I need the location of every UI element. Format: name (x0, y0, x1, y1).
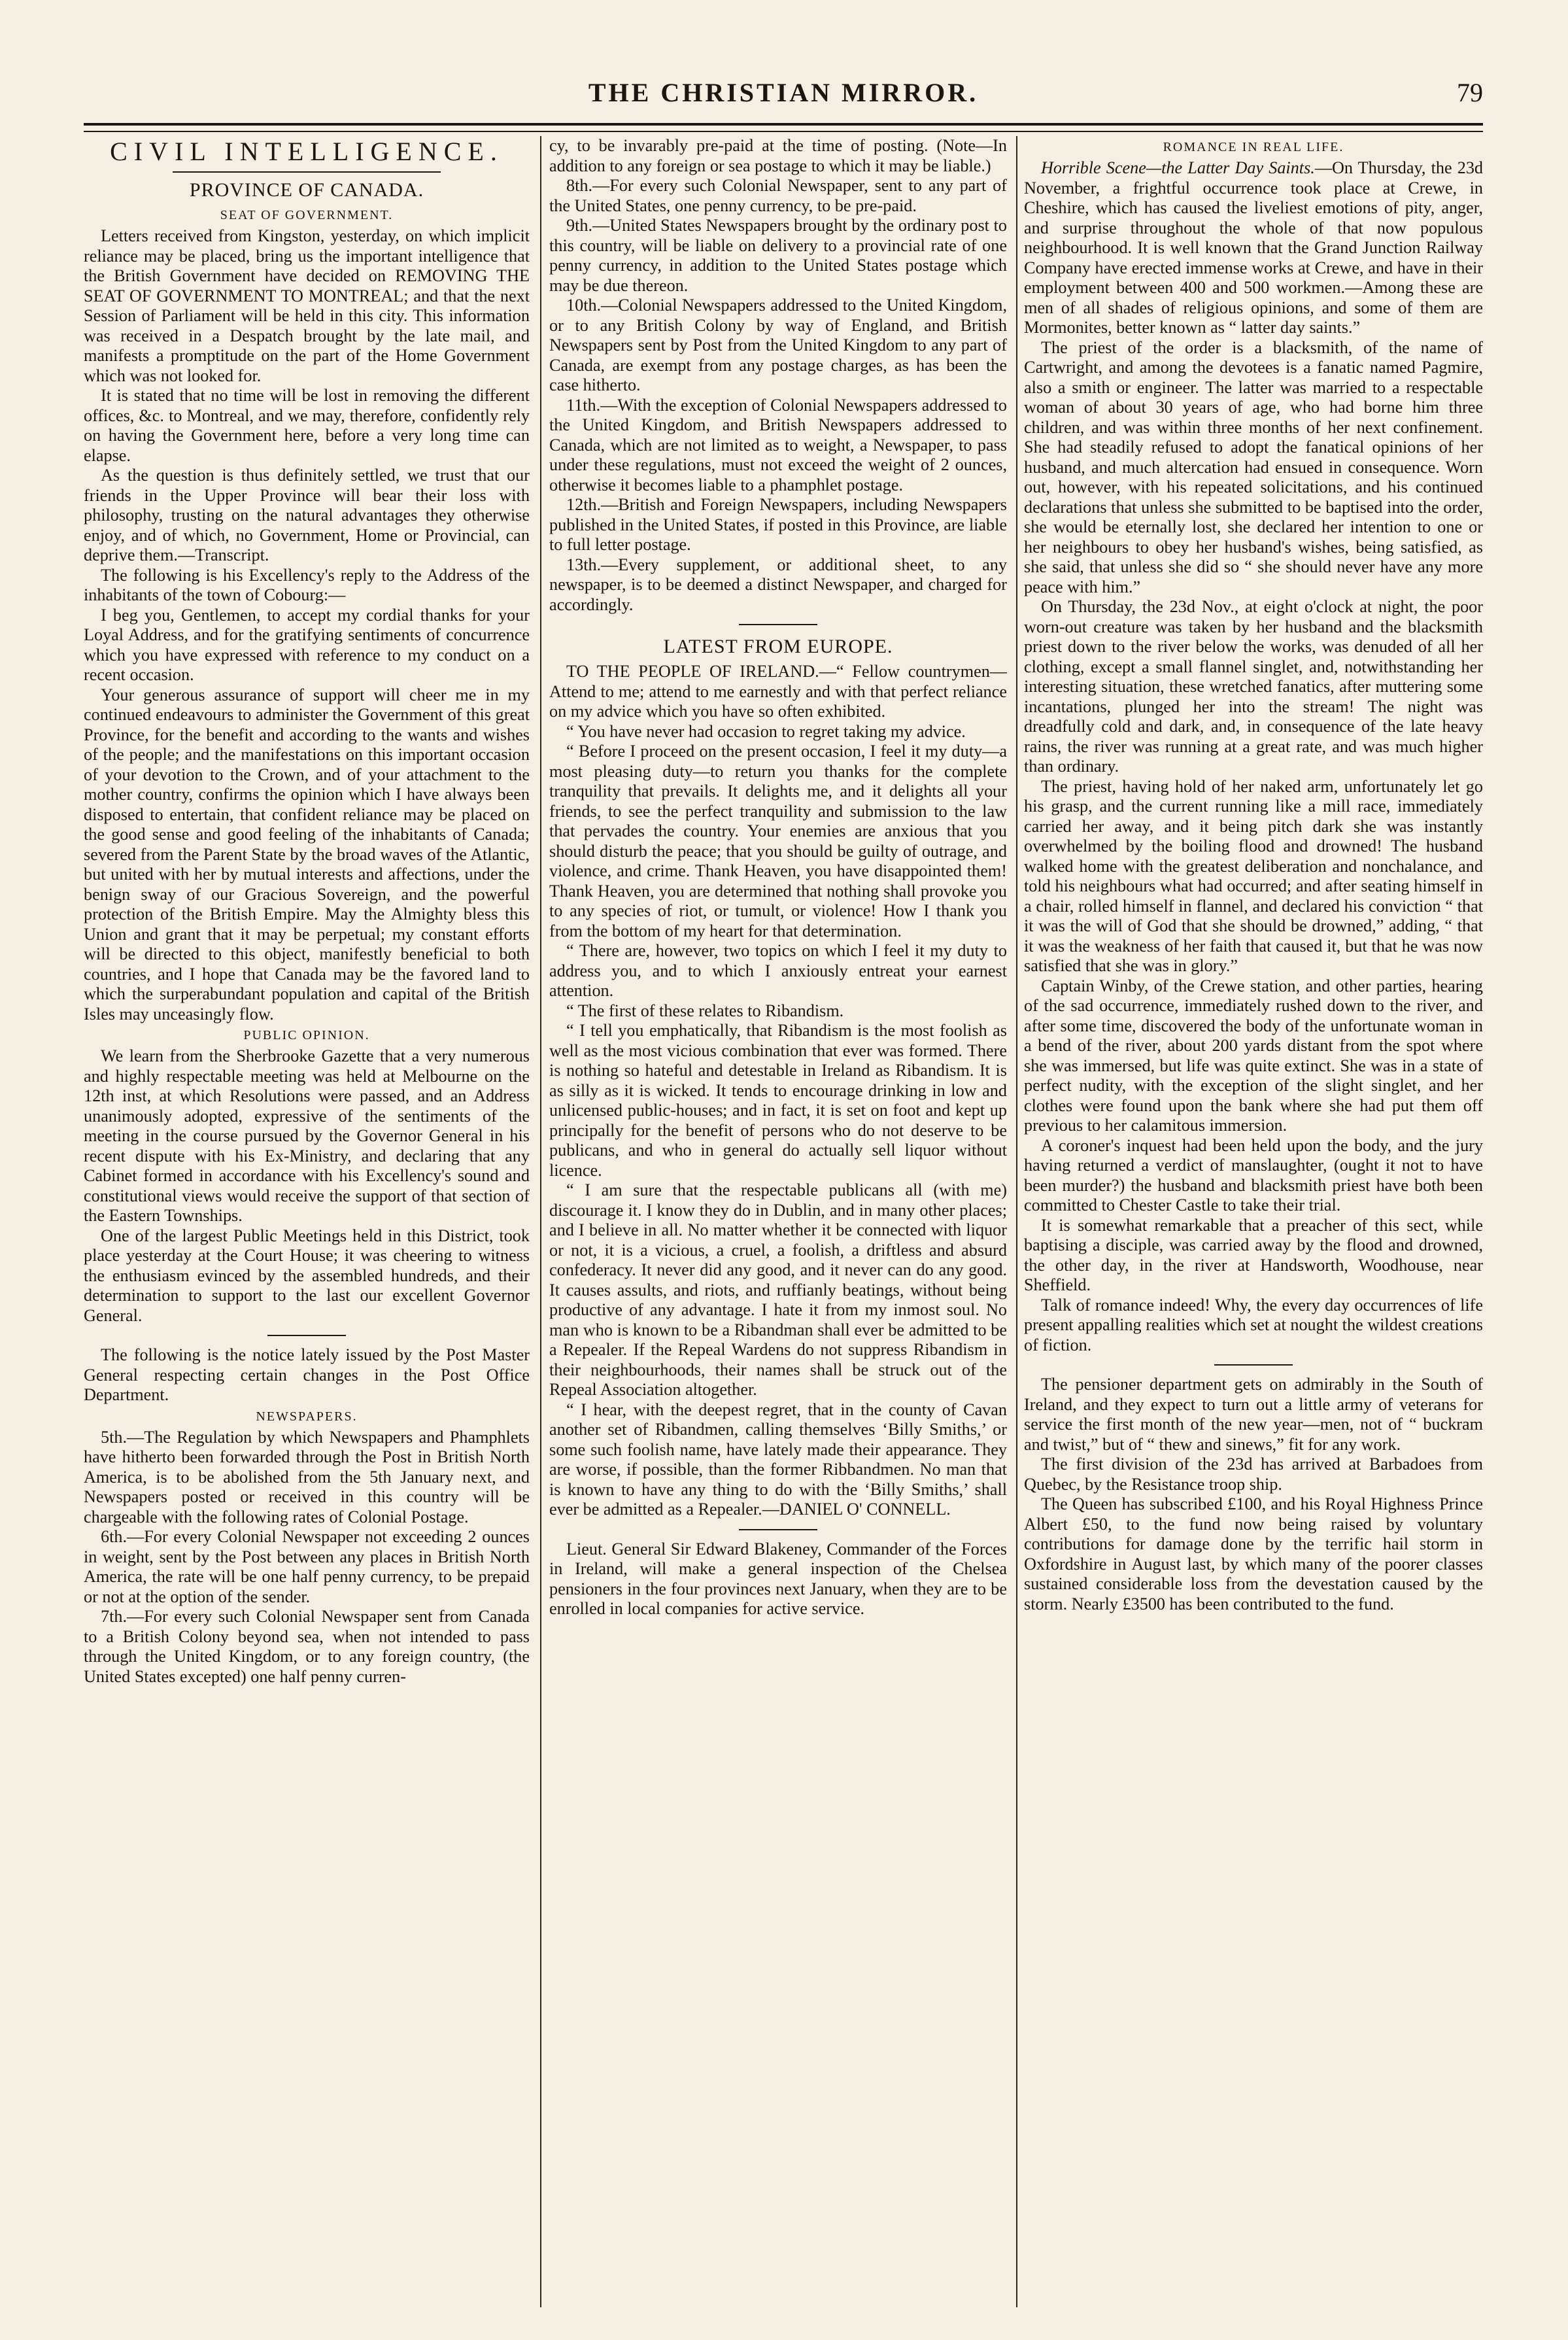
paragraph: The priest of the order is a blacksmith, of the name of Cartwright, and among the devotees is a fanatic named Pagmire, also a smith or engineer. The latter was married to a respectable woman of about 30 years of age, who had borne him three children, and was within three months of her next confinement. She had steadily refused to adopt the fanatical opinions of her husband, and much altercation had ensued in consequence. Worn out, however, with his repeated solicitations, and his continued declarations that unless she submitted to be baptised into the order, she would be eternally lost, she declared her intention to one or her neighbours to obey her husband's wishes, being satisfied, as she said, that unless she did so “ she should never have any more peace with him.” (1024, 337, 1483, 596)
paragraph: 10th.—Colonial Newspapers addressed to the United Kingdom, or to any British Colony by way of England, and British Newspapers sent by Post from the United Kingdom to any part of Canada, are exempt from any postage charges, as has been the case hitherto. (549, 296, 1007, 394)
paragraph: 8th.—For every such Colonial Newspaper, sent to any part of the United States, one penny currency, to be pre-paid. (549, 176, 1007, 215)
paragraph-text: —On Thursday, the 23d November, a frightful occurrence took place at Crewe, in Cheshire, which has caused the liveliest emotions of pity, anger, and surprise throughout the whole of that now populous neighbourhood. It is well known that the Grand Junction Railway Company have erected immense works at Crewe, and have in their employment between 400 and 500 workmen.—Among these are men of all shades of religious opinions, and some of them are Mormonites, better known as “ latter day saints.” (1024, 158, 1483, 337)
paragraph: “ I tell you emphatically, that Ribandism is the most foolish as well as the most vicious combination that ever was formed. There is nothing so hateful and detestable in Ireland as Ribandism. It is as silly as it is wicked. It tends to encourage drinking in low and unlicensed public-houses; and in fact, it is set on foot and kept up principally for the benefit of persons who do not deserve to be publicans, and who in general do actually sell liquor without licence. (549, 1021, 1007, 1180)
paragraph: It is somewhat remarkable that a preacher of this sect, while baptising a disciple, was carried away by the flood and drowned, the other day, in the river at Handsworth, Woodhouse, near Sheffield. (1024, 1215, 1483, 1294)
paragraph: “ There are, however, two topics on which I feel it my duty to address you, and to which I anxiously entreat your earnest attention. (549, 941, 1007, 1000)
section-rule (173, 171, 440, 173)
paragraph: Talk of romance indeed! Why, the every day occurrences of life present appalling realities which set at nought the wildest creations of fiction. (1024, 1295, 1483, 1354)
paragraph: Your generous assurance of support will cheer me in my continued endeavours to administer the Government of this great Province, for the benefit and according to the wants and wishes of the people; and the manifestations on this important occasion of your devotion to the Crown, and of your attachment to the mother country, confirms the opinion which I have always been disposed to entertain, that confident reliance may be placed on the good sense and good feeling of the inhabitants of Canada; severed from the Parent State by the broad waves of the Atlantic, but united with her by mutual interests and affections, under the benign sway of our Gracious Sovereign, and the powerful protection of the British Empire. May the Almighty bless this Union and grant that it may be perpetual; my constant efforts will be directed to this object, manifestly beneficial to both countries, and I hope that Canada may be the favored land to which the surperabundant population and capital of the British Isles may unceasingly flow. (84, 685, 530, 1024)
paragraph: “ The first of these relates to Ribandism. (566, 1001, 844, 1020)
separator-rule (739, 624, 817, 625)
paragraph: 7th.—For every such Colonial Newspaper sent from Canada to a British Colony beyond sea, when not intended to pass through the United Kingdom, or to any foreign country, (the United States excepted) one half penny curren- (84, 1607, 530, 1686)
column-divider (540, 136, 541, 2307)
paragraph: Captain Winby, of the Crewe station, and other parties, hearing of the sad occurrence, immediately rushed down to the river, and after some time, discovered the body of the unfortunate woman in a bend of the river, about 200 yards distant from the spot where she was immersed, but life was quite extinct. She was in a state of perfect nudity, with the exception of the slight singlet, and her clothes were found upon the bank where she had put them off previous to her calamitous immersion. (1024, 976, 1483, 1135)
paragraph: I beg you, Gentlemen, to accept my cordial thanks for your Loyal Address, and for the gratifying sentiments of concurrence which you have expressed with reference to my conduct on a recent occasion. (84, 605, 530, 684)
column-middle (549, 136, 1007, 2314)
paragraph: 5th.—The Regulation by which Newspapers and Phamphlets have hitherto been forwarded through the Post in British North America, is to be abolished from the 5th January next, and Newspapers posted or received in this country will be chargeable with the following rates of Colonial Postage. (84, 1427, 530, 1526)
column-divider (1016, 136, 1017, 2307)
article-heading: PROVINCE OF CANADA. (189, 179, 424, 201)
paragraph: Lieut. General Sir Edward Blakeney, Commander of the Forces in Ireland, will make a general inspection of the Chelsea pensioners in the four provinces next January, when they are to be enrolled in local companies for active service. (549, 1539, 1007, 1618)
article-subhead: ROMANCE IN REAL LIFE. (1163, 140, 1344, 154)
article-heading: LATEST FROM EUROPE. (663, 636, 893, 657)
paragraph: “ Before I proceed on the present occasion, I feel it my duty—a most pleasing duty—to return you thanks for the complete tranquility that prevails. It delights me, and it delights all your friends, to see the perfect tranquility and submission to the law that pervades the country. Your enemies are anxious that you should disturb the peace; that you should be guilty of outrage, and violence, and crime. Thank Heaven, you have disappointed them! Thank Heaven, you are determined that nothing shall provoke you to any species of riot, or tumult, or violence! How I thank you from the bottom of my heart for that determination. (549, 742, 1007, 940)
paragraph: We learn from the Sherbrooke Gazette that a very numerous and highly respectable meeting was held at Melbourne on the 12th inst, at which Resolutions were passed, and an Address unanimously adopted, expressive of the sentiments of the meeting in the course pursued by the Governor General in his recent dispute with his Ex-Ministry, and declaring that any Cabinet formed in accordance with his Excellency's sound and constitutional views would receive the support of that section of the Eastern Townships. (84, 1046, 530, 1225)
column-right (1024, 136, 1483, 2314)
paragraph: cy, to be invarably pre-paid at the time of posting. (Note—In addition to any foreign or sea postage to which it may be liable.) (549, 136, 1007, 175)
section-title: CIVIL INTELLIGENCE. (110, 137, 503, 166)
paragraph: As the question is thus definitely settled, we trust that our friends in the Upper Province will bear their loss with philosophy, trusting on the natural advantages they otherwise enjoy, and of which, no Government, Home or Provincial, can deprive them.—Transcript. (84, 466, 530, 564)
article-subhead: SEAT OF GOVERNMENT. (220, 208, 394, 222)
publication-title: THE CHRISTIAN MIRROR. (588, 78, 979, 107)
paragraph: One of the largest Public Meetings held in this District, took place yesterday at the Court House; it was cheering to witness the enthusiasm evinced by the assembled hundreds, and their determination to support to the last our excellent Governor General. (84, 1226, 530, 1325)
masthead (84, 77, 1483, 116)
article-subhead: PUBLIC OPINION. (243, 1028, 370, 1042)
separator-rule (1214, 1364, 1293, 1366)
paragraph: The first division of the 23d has arrived at Barbadoes from Quebec, by the Resistance troop ship. (1024, 1454, 1483, 1494)
masthead-rule (84, 123, 1483, 132)
paragraph: It is stated that no time will be lost in removing the different offices, &c. to Montreal, and we may, therefore, confidently rely on having the Government here, before a very long time can elapse. (84, 386, 530, 465)
article-title: Horrible Scene—the Latter Day Saints. (1041, 158, 1315, 177)
paragraph: TO THE PEOPLE OF IRELAND.—“ Fellow countrymen—Attend to me; attend to me earnestly and with that perfect reliance on my advice which you have so often exhibited. (549, 662, 1007, 721)
paragraph: “ I am sure that the respectable publicans all (with me) discourage it. I know they do in Dublin, and in many other places; and I believe in all. No matter whether it be connected with liquor or not, it is a vicious, a cruel, a foolish, a driftless and absurd confederacy. It never did any good, and it never can do any good. It causes assults, and riots, and ruffianly beatings, without being productive of any advantage. I hate it from my inmost soul. No man who is known to be a Ribandman shall ever be admitted to be a Repealer. If the Repeal Wardens do not suppress Ribandism in their neighbourhoods, their names shall be struck out of the Repeal Association altogether. (549, 1180, 1007, 1399)
column-left (84, 136, 530, 2314)
paragraph: The following is the notice lately issued by the Post Master General respecting certain changes in the Post Office Department. (84, 1345, 530, 1404)
article-subhead: NEWSPAPERS. (256, 1409, 358, 1424)
paragraph: The pensioner department gets on admirably in the South of Ireland, and they expect to turn out a little army of veterans for service the first month of the new year—men, not of “ buckram and twist,” but of “ thew and sinews,” fit for any work. (1024, 1375, 1483, 1454)
separator-rule (739, 1529, 817, 1530)
paragraph: 6th.—For every Colonial Newspaper not exceeding 2 ounces in weight, sent by the Post between any places in British North America, the rate will be one half penny currency, to be prepaid or not at the option of the sender. (84, 1527, 530, 1606)
paragraph: The following is his Excellency's reply to the Address of the inhabitants of the town of Cobourg:— (84, 565, 530, 604)
paragraph: 11th.—With the exception of Colonial Newspapers addressed to the United Kingdom, and British Newspapers addressed to Canada, which are not limited as to weight, a Newspaper, to pass under these regulations, must not exceed the weight of 2 ounces, otherwise it becomes liable to a phamphlet postage. (549, 395, 1007, 494)
paragraph: The priest, having hold of her naked arm, unfortunately let go his grasp, and the current running like a mill race, immediately carried her away, and it being pitch dark she was instantly overwhelmed by the boiling flood and drowned! The husband walked home with the greatest deliberation and nonchalance, and told his neighbours what had occurred; and after seating himself in a chair, rolled himself in flannel, and declared his conviction “ that it was the will of God that she should be drowned,” adding, “ that it was the weakness of her faith that caused it, but that he was now satisfied that she was in glory.” (1024, 776, 1483, 975)
paragraph: Letters received from Kingston, yesterday, on which implicit reliance may be placed, bring us the important intelligence that the British Government have decided on REMOVING THE SEAT OF GOVERNMENT TO MONTREAL; and that the next Session of Parliament will be held in this city. This information was received in a Despatch brought by the late mail, and manifests a promptitude on the part of the Home Government which was not looked for. (84, 226, 530, 385)
paragraph: “ You have never had occasion to regret taking my advice. (566, 721, 966, 741)
paragraph: 9th.—United States Newspapers brought by the ordinary post to this country, will be liable on delivery to a provincial rate of one penny currency, in addition to the United States postage which may be due thereon. (549, 216, 1007, 295)
paragraph: “ I hear, with the deepest regret, that in the county of Cavan another set of Ribandmen, calling themselves ‘Billy Smiths,’ or some such foolish name, have lately made their appearance. They are worse, if possible, than the former Ribbandmen. No man that is known to have any thing to do with the ‘Billy Smiths,’ shall ever be admitted as a Repealer.—DANIEL O' CONNELL. (549, 1400, 1007, 1519)
page-number: 79 (1457, 78, 1483, 107)
paragraph: On Thursday, the 23d Nov., at eight o'clock at night, the poor worn-out creature was taken by her husband and the blacksmith priest down to the river below the works, was denuded of all her clothing, except a small flannel singlet, and, notwithstanding her interesting situation, these wretched fanatics, after muttering some incantations, plunged her into the stream! The night was dreadfully cold and dark, and, in consequence of the late heavy rains, the river was running at a great rate, and was much higher than ordinary. (1024, 597, 1483, 776)
paragraph (1024, 158, 1483, 338)
paragraph: 12th.—British and Foreign Newspapers, including Newspapers published in the United States, if posted in this Province, are liable to full letter postage. (549, 495, 1007, 554)
separator-rule (267, 1335, 346, 1336)
paragraph: A coroner's inquest had been held upon the body, and the jury having returned a verdict of manslaughter, (ought it not to have been murder?) the husband and blacksmith priest have both been committed to Chester Castle to take their trial. (1024, 1135, 1483, 1214)
paragraph: The Queen has subscribed £100, and his Royal Highness Prince Albert £50, to the fund now being raised by voluntary contributions for damage done by the terrific hail storm in Oxfordshire in August last, by which many of the poorer classes sustained considerable loss from the devestation caused by the storm. Nearly £3500 has been contributed to the fund. (1024, 1494, 1483, 1613)
paragraph: 13th.—Every supplement, or additional sheet, to any newspaper, is to be deemed a distinct Newspaper, and charged for accordingly. (549, 555, 1007, 614)
